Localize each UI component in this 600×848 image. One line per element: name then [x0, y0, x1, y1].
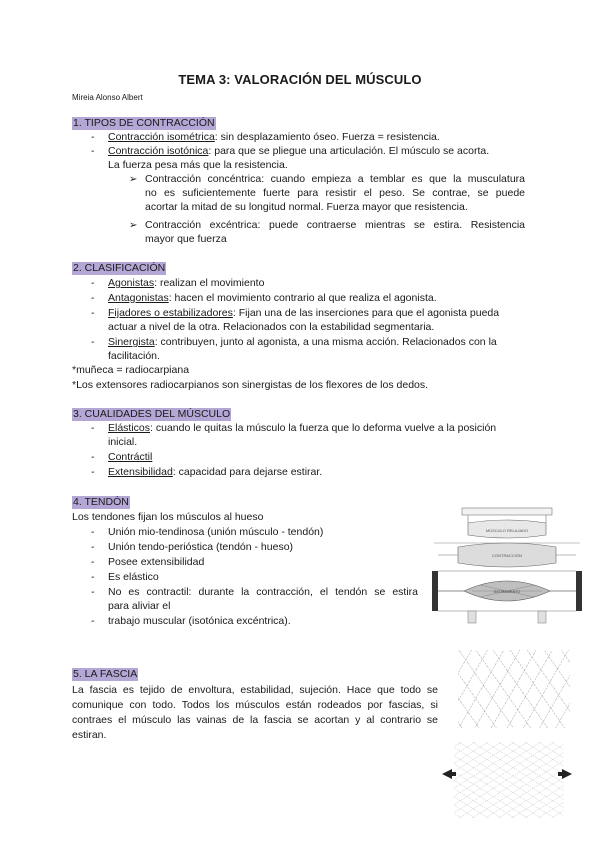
- s2-note-muneca: *muñeca = radiocarpiana: [72, 364, 190, 376]
- s4-item: Unión mio-tendinosa (unión músculo - tendón): [108, 526, 324, 538]
- definition: : Fijan una de las inserciones para que el agonista pueda: [232, 307, 500, 319]
- fig-label-contraction: CONTRACCIÓN: [492, 553, 522, 558]
- s4-item: trabajo muscular (isotónica excéntrica).: [108, 615, 291, 627]
- bullet: -: [91, 586, 95, 598]
- s4-item-cont: para aliviar el: [108, 600, 171, 612]
- s2-item-sinergista: [108, 336, 497, 349]
- s1-sub-excentrica-l2: mayor que fuerza: [145, 233, 227, 245]
- definition: : hacen el movimiento contrario al que realiza el agonista.: [168, 292, 437, 304]
- term: Extensibilidad: [108, 466, 173, 478]
- s3-item-elasticos: [108, 422, 496, 435]
- section-5-heading: 5. LA FASCIA: [73, 668, 138, 680]
- definition: : capacidad para dejarse estirar.: [172, 466, 323, 478]
- s4-item: Es elástico: [108, 571, 159, 583]
- section-3-heading: 3. CUALIDADES DEL MÚSCULO: [73, 408, 231, 420]
- bullet: -: [91, 526, 95, 538]
- term: Antagonistas: [108, 292, 169, 304]
- bullet: -: [91, 336, 95, 348]
- s4-item: No es contractil: durante la contracción, el tendón se estira: [108, 586, 418, 598]
- bullet: -: [91, 615, 95, 627]
- bullet: -: [91, 466, 95, 478]
- fascia-mesh-figure: [440, 648, 574, 820]
- bullet: -: [91, 292, 95, 304]
- s2-item-agonistas: [108, 277, 264, 290]
- definition: : sin desplazamiento óseo. Fuerza = resistencia.: [214, 131, 440, 143]
- s1-sub-concentrica: Contracción concéntrica: cuando empieza a temblar es que la musculatura: [145, 173, 525, 185]
- s1-sub-concentrica-l3: acortar la mitad de su longitud normal. Fuerza mayor que resistencia.: [145, 201, 468, 213]
- term: Elásticos: [108, 422, 151, 434]
- s1-item-isotonica: [108, 145, 489, 158]
- s5-text-l3: contraes el músculo las vainas de la fascia se acortan y al contrario se: [72, 714, 438, 726]
- bullet: -: [91, 277, 95, 289]
- bullet: -: [91, 422, 95, 434]
- s2-item-fijadores: [108, 307, 499, 320]
- term: Fijadores o estabilizadores: [108, 307, 233, 319]
- section-2-heading: 2. CLASIFICACIÓN: [73, 262, 166, 274]
- s1-sub-concentrica-l2: no es suficientemente fuerte para resistir el peso. Se contrae, se puede: [145, 187, 525, 199]
- s1-item-isometrica: [108, 131, 440, 144]
- section-4-heading: 4. TENDÓN: [73, 496, 129, 508]
- s2-item-sinergista-cont: facilitación.: [108, 350, 160, 362]
- fig-label-stretch: ESTIRAMIENTO: [493, 590, 521, 594]
- s5-text-l2: comunique con todo. Todos los músculos están rodeados por fascias, si: [72, 699, 438, 711]
- bullet: -: [91, 307, 95, 319]
- term: Agonistas: [108, 277, 155, 289]
- bullet: -: [91, 131, 95, 143]
- s5-text-l4: estiran.: [72, 729, 107, 741]
- s5-text-l1: La fascia es tejido de envoltura, estabilidad, sujeción. Hace que todo se: [72, 684, 438, 696]
- bullet: -: [91, 451, 95, 463]
- bullet: -: [91, 145, 95, 157]
- section-1-heading: 1. TIPOS DE CONTRACCIÓN: [73, 117, 215, 129]
- definition: : contribuyen, junto al agonista, a una misma acción. Relacionados con la: [154, 336, 497, 348]
- definition: : cuando le quitas la músculo la fuerza que lo deforma vuelve a la posición: [150, 422, 497, 434]
- arrow-bullet-icon: ➢: [129, 174, 138, 185]
- arrow-bullet-icon: ➢: [129, 220, 138, 231]
- s2-item-antagonistas: [108, 292, 437, 305]
- bullet: -: [91, 556, 95, 568]
- s2-note-extensores: *Los extensores radiocarpianos son sinergistas de los flexores de los dedos.: [72, 379, 429, 391]
- s1-item-isotonica-cont: La fuerza pesa más que la resistencia.: [108, 159, 288, 171]
- definition: : realizan el movimiento: [154, 277, 265, 289]
- s4-intro: Los tendones fijan los músculos al hueso: [72, 511, 264, 523]
- s3-item-elasticos-cont: inicial.: [108, 436, 138, 448]
- author-name: Mireia Alonso Albert: [72, 93, 143, 102]
- s3-item-extensibilidad: [108, 466, 322, 479]
- s2-item-fijadores-cont: actuar a nivel de la otra. Relacionados con la estabilidad segmentaria.: [108, 321, 435, 333]
- term: Contracción isométrica: [108, 131, 215, 143]
- term: Contráctil: [108, 451, 153, 463]
- s4-item: Unión tendo-perióstica (tendón - hueso): [108, 541, 294, 553]
- tendon-muscle-figure: [428, 505, 586, 633]
- fig-label-relaxed: MÚSCULO RELAJADO: [485, 528, 529, 533]
- s1-sub-excentrica: Contracción excéntrica: puede contraerse mientras se estira. Resistencia: [145, 219, 525, 231]
- bullet: -: [91, 571, 95, 583]
- s3-item-contractil: [108, 451, 152, 464]
- term: Sinergista: [108, 336, 155, 348]
- bullet: -: [91, 541, 95, 553]
- s4-item: Posee extensibilidad: [108, 556, 205, 568]
- page-title: TEMA 3: VALORACIÓN DEL MÚSCULO: [178, 72, 422, 87]
- term: Contracción isotónica: [108, 145, 209, 157]
- definition: : para que se pliegue una articulación. El músculo se acorta.: [208, 145, 490, 157]
